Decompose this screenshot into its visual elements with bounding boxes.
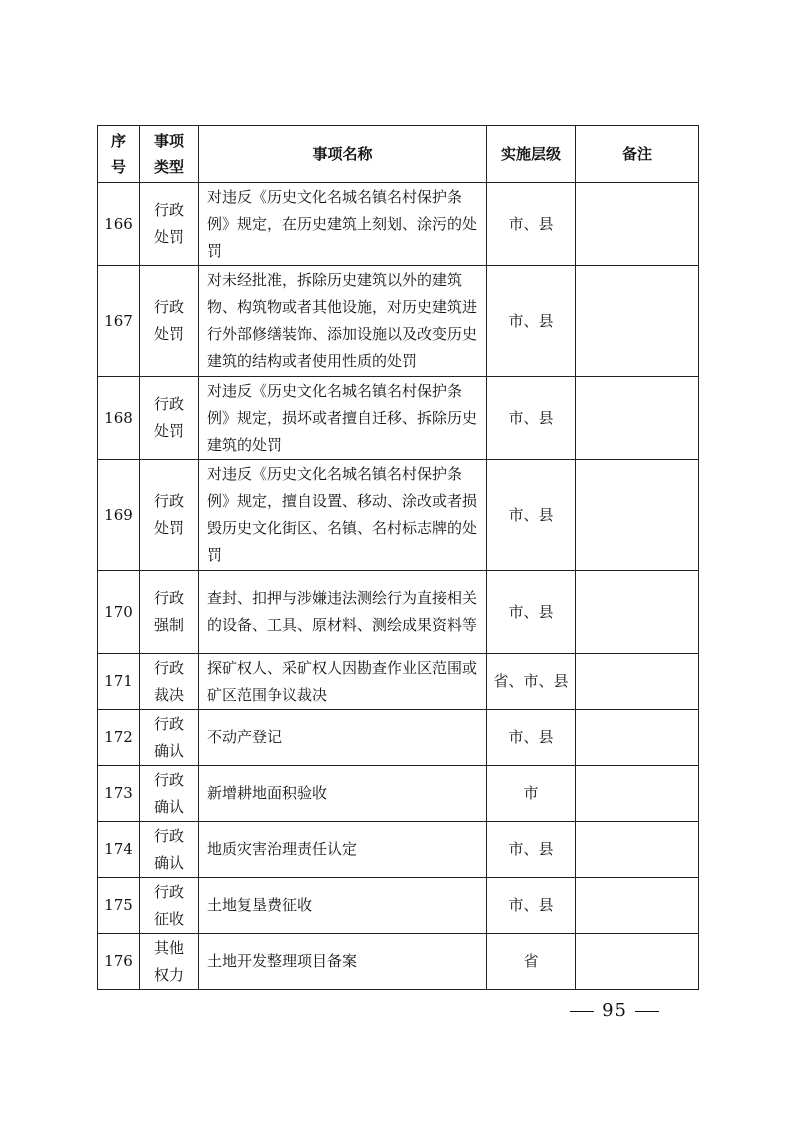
table-row xyxy=(98,571,699,654)
row-seq: 167 xyxy=(98,266,140,377)
row-seq: 169 xyxy=(98,460,140,571)
row-name: 土地开发整理项目备案 xyxy=(199,934,487,990)
row-type: 行政确认 xyxy=(140,766,199,822)
row-note xyxy=(576,934,699,990)
row-name: 探矿权人、采矿权人因勘查作业区范围或矿区范围争议裁决 xyxy=(199,654,487,710)
row-name: 对违反《历史文化名城名镇名村保护条例》规定，损坏或者擅自迁移、拆除历史建筑的处罚 xyxy=(199,377,487,460)
row-level: 市、县 xyxy=(487,822,576,878)
row-note xyxy=(576,266,699,377)
row-type: 行政确认 xyxy=(140,710,199,766)
row-level: 市、县 xyxy=(487,878,576,934)
row-type: 行政确认 xyxy=(140,822,199,878)
row-type: 行政处罚 xyxy=(140,266,199,377)
table-row xyxy=(98,822,699,878)
row-level: 市、县 xyxy=(487,266,576,377)
table-row xyxy=(98,377,699,460)
header-row xyxy=(98,126,699,183)
row-name: 地质灾害治理责任认定 xyxy=(199,822,487,878)
row-seq: 168 xyxy=(98,377,140,460)
header-level: 实施层级 xyxy=(487,126,576,183)
row-name: 查封、扣押与涉嫌违法测绘行为直接相关的设备、工具、原材料、测绘成果资料等 xyxy=(199,571,487,654)
row-type: 行政处罚 xyxy=(140,460,199,571)
row-seq: 176 xyxy=(98,934,140,990)
header-type: 事项类型 xyxy=(140,126,199,183)
row-seq: 175 xyxy=(98,878,140,934)
row-name: 对违反《历史文化名城名镇名村保护条例》规定，在历史建筑上刻划、涂污的处罚 xyxy=(199,183,487,266)
page-number: 95 xyxy=(602,1000,627,1021)
header-seq: 序号 xyxy=(98,126,140,183)
row-seq: 173 xyxy=(98,766,140,822)
row-note xyxy=(576,710,699,766)
row-name: 土地复垦费征收 xyxy=(199,878,487,934)
row-seq: 170 xyxy=(98,571,140,654)
table-row xyxy=(98,460,699,571)
row-name: 新增耕地面积验收 xyxy=(199,766,487,822)
row-name: 对违反《历史文化名城名镇名村保护条例》规定，擅自设置、移动、涂改或者损毁历史文化街区、名镇、名村标志牌的处罚 xyxy=(199,460,487,571)
row-note xyxy=(576,377,699,460)
row-type: 行政强制 xyxy=(140,571,199,654)
row-seq: 171 xyxy=(98,654,140,710)
table-row xyxy=(98,878,699,934)
table-row xyxy=(98,654,699,710)
row-type: 行政裁决 xyxy=(140,654,199,710)
table-row xyxy=(98,934,699,990)
row-seq: 172 xyxy=(98,710,140,766)
page-footer xyxy=(562,1000,667,1021)
row-level: 省、市、县 xyxy=(487,654,576,710)
footer-dash-left xyxy=(570,1011,594,1012)
row-level: 市、县 xyxy=(487,571,576,654)
row-name: 对未经批准，拆除历史建筑以外的建筑物、构筑物或者其他设施，对历史建筑进行外部修缮装饰、添加设施以及改变历史建筑的结构或者使用性质的处罚 xyxy=(199,266,487,377)
header-name: 事项名称 xyxy=(199,126,487,183)
table-row xyxy=(98,266,699,377)
row-name: 不动产登记 xyxy=(199,710,487,766)
row-note xyxy=(576,571,699,654)
row-level: 省 xyxy=(487,934,576,990)
table-row xyxy=(98,710,699,766)
row-type: 行政处罚 xyxy=(140,377,199,460)
table-row xyxy=(98,766,699,822)
row-level: 市、县 xyxy=(487,710,576,766)
row-note xyxy=(576,822,699,878)
row-note xyxy=(576,878,699,934)
row-seq: 174 xyxy=(98,822,140,878)
row-level: 市、县 xyxy=(487,377,576,460)
table-row xyxy=(98,183,699,266)
row-level: 市 xyxy=(487,766,576,822)
row-note xyxy=(576,654,699,710)
row-seq: 166 xyxy=(98,183,140,266)
header-note: 备注 xyxy=(576,126,699,183)
row-level: 市、县 xyxy=(487,460,576,571)
row-type: 行政处罚 xyxy=(140,183,199,266)
row-type: 其他权力 xyxy=(140,934,199,990)
items-table xyxy=(97,125,699,990)
footer-dash-right xyxy=(635,1011,659,1012)
row-note xyxy=(576,766,699,822)
row-level: 市、县 xyxy=(487,183,576,266)
row-note xyxy=(576,183,699,266)
row-type: 行政征收 xyxy=(140,878,199,934)
row-note xyxy=(576,460,699,571)
